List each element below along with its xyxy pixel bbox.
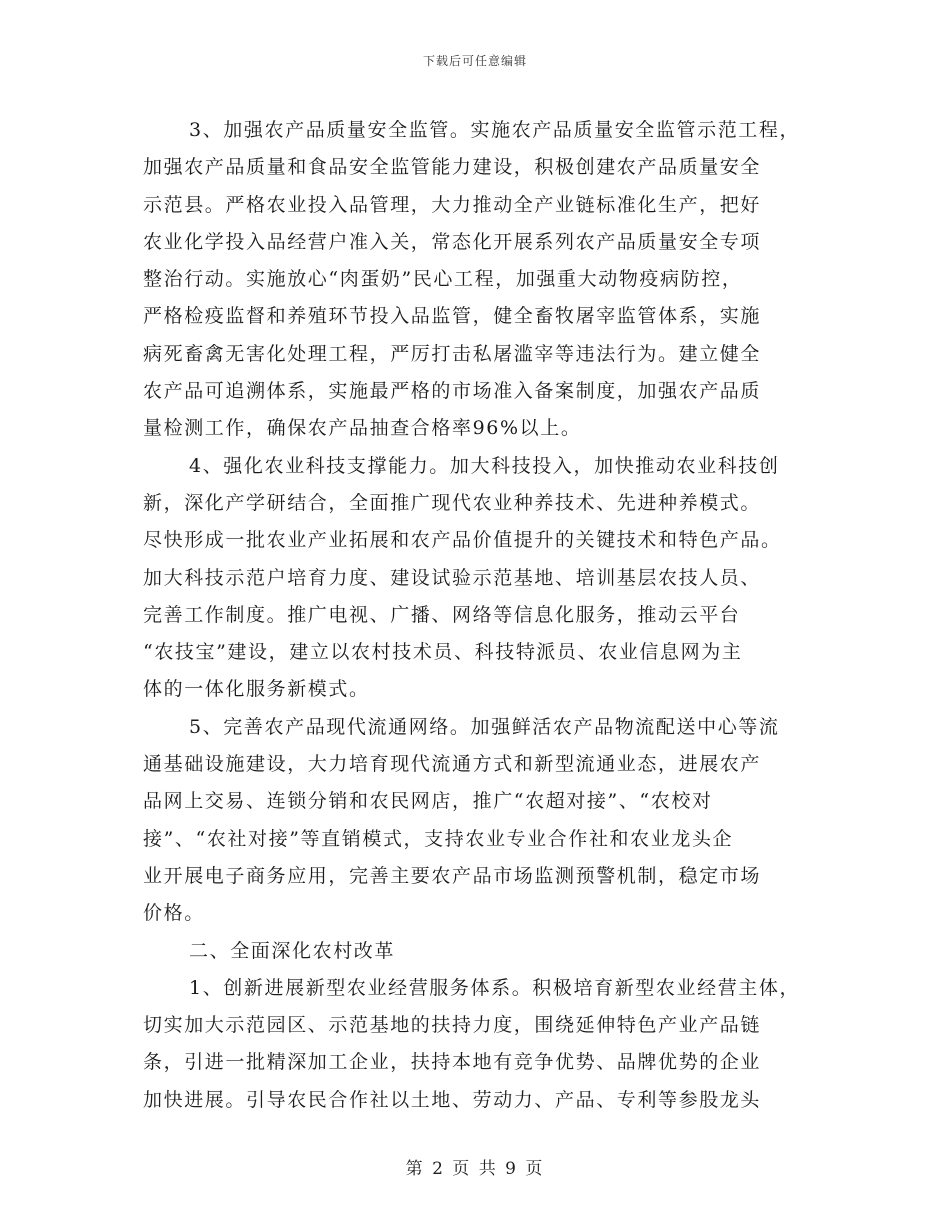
text-line: 3、加强农产品质量安全监管。实施农产品质量安全监管示范工程，: [189, 119, 801, 141]
text-line: 切实加大示范园区、示范基地的扶持力度，围绕延伸特色产业产品链: [143, 1014, 762, 1037]
text-line: 农产品可追溯体系，实施最严格的市场准入备案制度，加强农产品质: [143, 380, 762, 403]
text-line: 4、强化农业科技支撑能力。加大科技投入，加快推动农业科技创: [189, 454, 780, 477]
text-line: 5、完善农产品现代流通网络。加强鲜活农产品物流配送中心等流: [189, 715, 780, 738]
text-line: 1、创新进展新型农业经营服务体系。积极培育新型农业经营主体，: [189, 976, 801, 999]
text-line: 加快进展。引导农民合作社以土地、劳动力、产品、专利等参股龙头: [143, 1088, 762, 1111]
text-line: “农技宝”建设，建立以农村技术员、科技特派员、农业信息网为主: [143, 641, 743, 664]
text-line: 新，深化产学研结合，全面推广现代农业种养技术、先进种养模式。: [143, 491, 762, 514]
text-line: 通基础设施建设，大力培育现代流通方式和新型流通业态，进展农产: [143, 753, 762, 776]
text-line: 量检测工作，确保农产品抽查合格率96%以上。: [143, 417, 582, 440]
text-line: 农业化学投入品经营户准入关，常态化开展系列农产品质量安全专项: [143, 230, 762, 253]
text-line: 严格检疫监督和养殖环节投入品监管，健全畜牧屠宰监管体系，实施: [143, 305, 762, 328]
page-footer: 第 2 页 共 9 页: [405, 1159, 545, 1179]
text-line: 完善工作制度。推广电视、广播、网络等信息化服务，推动云平台: [143, 603, 741, 626]
text-line: 整治行动。实施放心“肉蛋奶”民心工程，加强重大动物疫病防控，: [143, 268, 743, 291]
text-line: 二、全面深化农村改革: [189, 939, 396, 962]
document-body: [143, 112, 823, 1119]
text-line: 价格。: [143, 902, 205, 925]
text-line: 病死畜禽无害化处理工程，严厉打击私屠滥宰等违法行为。建立健全: [143, 342, 762, 365]
text-line: 条，引进一批精深加工企业，扶持本地有竞争优势、品牌优势的企业: [143, 1051, 762, 1074]
text-line: 接”、“农社对接”等直销模式，支持农业专业合作社和农业龙头企: [143, 827, 734, 850]
text-line: 加大科技示范户培育力度、建设试验示范基地、培训基层农技人员、: [143, 566, 762, 589]
header-note: 下载后可任意编辑: [422, 54, 527, 68]
text-line: 品网上交易、连锁分销和农民网店，推广“农超对接”、“农校对: [143, 790, 713, 813]
text-line: 体的一体化服务新模式。: [143, 678, 370, 701]
text-line: 加强农产品质量和食品安全监管能力建设，积极创建农产品质量安全: [143, 156, 762, 179]
text-line: 业开展电子商务应用，完善主要农产品市场监测预警机制，稳定市场: [143, 864, 762, 887]
text-line: 示范县。严格农业投入品管理，大力推动全产业链标准化生产，把好: [143, 193, 762, 216]
text-line: 尽快形成一批农业产业拓展和农产品价值提升的关键技术和特色产品。: [143, 529, 782, 552]
